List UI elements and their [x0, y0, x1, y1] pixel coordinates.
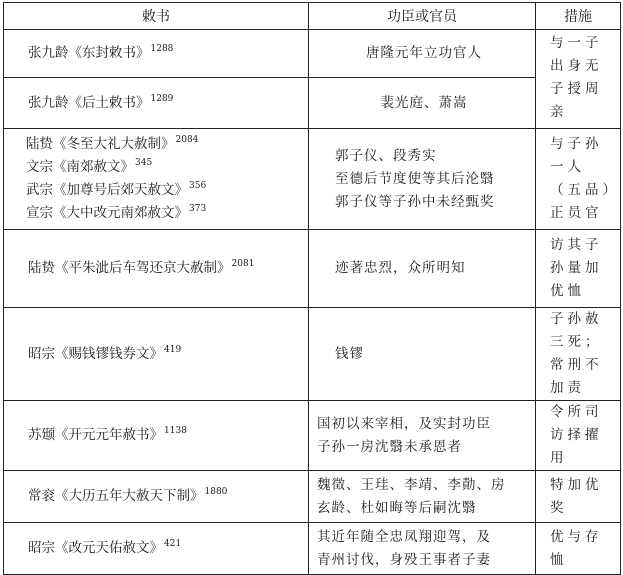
edict-cell	[4, 30, 309, 78]
measures-cell	[536, 401, 621, 471]
edict-line	[26, 179, 308, 202]
edict-note: 345	[135, 158, 153, 168]
edict-title: 张九龄《东封敕书》	[28, 45, 150, 61]
edict-cell	[4, 230, 309, 308]
table-row	[4, 401, 621, 471]
officials-line: 其近年随全忠凤翔迎驾，及	[317, 528, 491, 545]
measures-cell	[536, 523, 621, 575]
edict-note: 2084	[175, 135, 199, 145]
edict-line	[26, 202, 308, 225]
measures-text: 与一子出身无子授周亲	[550, 35, 603, 120]
measures-text: 令所司访择擢用	[550, 404, 603, 466]
edict-line	[28, 92, 308, 115]
edict-line	[26, 156, 308, 179]
edict-line	[28, 257, 308, 280]
measures-cell	[536, 230, 621, 308]
edict-note: 1288	[150, 44, 174, 54]
officials-line: 玄龄、杜如晦等后嗣沈翳	[317, 499, 477, 516]
officials-cell	[309, 471, 536, 523]
officials-line: 裴光庭、萧嵩	[380, 94, 468, 111]
table-row	[4, 471, 621, 523]
measures-text: 与子孙一人（五品）正员官	[550, 136, 614, 221]
edict-table	[3, 2, 621, 575]
edict-note: 419	[164, 344, 182, 355]
officials-line: 郭子仪等子孙中未经甄奖	[335, 193, 495, 210]
edict-line	[28, 537, 308, 560]
edict-title: 昭宗《改元天佑赦文》	[28, 540, 163, 556]
edict-note: 356	[189, 181, 207, 191]
officials-cell	[309, 230, 536, 308]
header-measures: 措施	[536, 3, 621, 30]
edict-cell	[4, 78, 309, 129]
officials-cell	[309, 30, 536, 78]
edict-title: 常衮《大历五年大赦天下制》	[28, 488, 204, 504]
measures-cell	[536, 308, 621, 401]
officials-cell	[309, 129, 536, 230]
edict-note: 1880	[204, 487, 228, 497]
officials-line: 至德后节度使等其后沦翳	[335, 170, 495, 187]
edict-cell	[4, 523, 309, 575]
edict-title: 宣宗《大中改元南郊赦文》	[26, 205, 188, 221]
edict-line	[28, 343, 308, 366]
edict-title: 陆贽《冬至大礼大赦制》	[26, 136, 175, 152]
edict-cell	[4, 308, 309, 401]
edict-cell	[4, 401, 309, 471]
measures-cell	[536, 30, 621, 129]
officials-cell	[309, 308, 536, 401]
officials-line: 青州讨伐，身殁王事者子妻	[317, 551, 491, 568]
edict-line	[26, 133, 308, 156]
measures-text: 优与存恤	[550, 528, 603, 568]
measures-text: 特加优奖	[550, 476, 603, 516]
edict-title: 陆贽《平朱泚后车驾还京大赦制》	[28, 260, 231, 276]
table-row	[4, 78, 621, 129]
edict-title: 武宗《加尊号后郊天赦文》	[26, 182, 188, 198]
measures-text: 访其子孙量加优恤	[550, 237, 603, 299]
officials-line: 魏徵、王珪、李靖、李勣、房	[317, 476, 506, 493]
edict-title: 文宗《南郊赦文》	[26, 159, 134, 175]
measures-cell	[536, 471, 621, 523]
edict-line	[28, 424, 308, 447]
header-edict: 敕书	[4, 3, 309, 30]
edict-note: 421	[164, 539, 182, 549]
officials-line: 国初以来宰相，及实封功臣	[317, 415, 491, 432]
table-row	[4, 230, 621, 308]
officials-line: 子孙一房沈翳未承恩者	[317, 438, 462, 455]
officials-cell	[309, 401, 536, 471]
officials-line: 郭子仪、段秀实	[335, 147, 437, 164]
table-row	[4, 30, 621, 78]
table-row	[4, 308, 621, 401]
edict-note: 1289	[150, 93, 174, 104]
measures-text: 子孙赦三死；常刑不加责	[550, 311, 603, 396]
edict-title: 昭宗《赐钱镠钱券文》	[28, 345, 163, 362]
officials-line: 迹著忠烈，众所明知	[335, 260, 466, 276]
header-row	[4, 3, 621, 30]
edict-title: 张九龄《后土敕书》	[28, 94, 150, 111]
officials-line: 钱镠	[335, 345, 364, 362]
edict-cell	[4, 471, 309, 523]
officials-cell	[309, 523, 536, 575]
measures-cell	[536, 129, 621, 230]
edict-title: 苏颋《开元元年赦书》	[28, 427, 163, 443]
officials-line: 唐隆元年立功官人	[366, 45, 482, 61]
table-row	[4, 523, 621, 575]
edict-note: 2081	[231, 259, 255, 269]
edict-line	[28, 42, 308, 65]
edict-note: 373	[189, 204, 207, 214]
officials-cell	[309, 78, 536, 129]
edict-line	[28, 485, 308, 508]
table-row	[4, 129, 621, 230]
edict-cell	[4, 129, 309, 230]
header-officials: 功臣或官员	[309, 3, 536, 30]
edict-note: 1138	[164, 426, 187, 436]
